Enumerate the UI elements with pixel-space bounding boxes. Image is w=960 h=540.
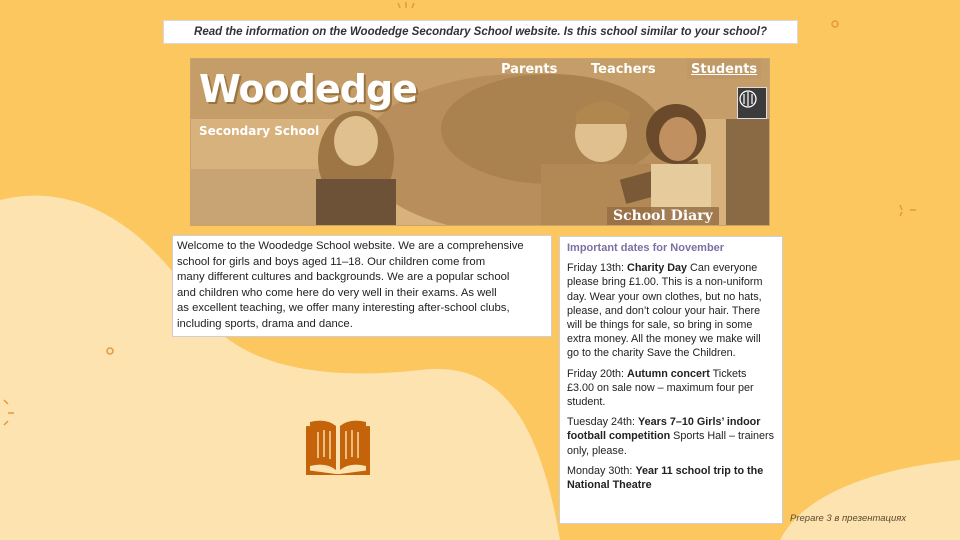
welcome-line: Welcome to the Woodedge School website. We are a comprehensive bbox=[177, 240, 524, 252]
important-dates-box bbox=[559, 236, 783, 524]
welcome-line: many different cultures and backgrounds. We are a popular school bbox=[177, 271, 510, 284]
nav-students[interactable]: Students bbox=[687, 59, 761, 79]
book-icon bbox=[258, 382, 413, 522]
school-logo[interactable]: Woodedge bbox=[199, 67, 417, 111]
dates-title: Important dates for November bbox=[567, 242, 725, 254]
date-item: Friday 13th: Charity Day Can everyone please bring £1.00. This is a non-uniform day. Wear your own clothes, but no hats, please, and don’t colour your hair. There will be things for sale, so bring in some extra money. All the money we make will go to the charity Save the Children. bbox=[567, 262, 763, 360]
school-logo-subtitle: Secondary School bbox=[199, 124, 320, 138]
instruction-text: Read the information on the Woodedge Secondary School website. Is this school similar to your school? bbox=[194, 26, 767, 38]
nav-teachers[interactable]: Teachers bbox=[591, 61, 656, 77]
school-diary-label[interactable]: School Diary bbox=[607, 207, 719, 225]
welcome-line: school for girls and boys aged 11–18. Our children come from bbox=[177, 255, 486, 268]
welcome-line: and children who come here do very well in their exams. As well bbox=[177, 286, 497, 299]
welcome-line: including sports, drama and dance. bbox=[177, 317, 353, 330]
welcome-line: as excellent teaching, we offer many interesting after-school clubs, bbox=[177, 302, 510, 315]
date-item: Tuesday 24th: Years 7–10 Girls’ indoor football competition Sports Hall – trainers only, please. bbox=[567, 416, 774, 457]
school-badge-icon bbox=[737, 87, 767, 119]
footer-note: Prepare 3 в презентациях bbox=[790, 513, 907, 524]
welcome-text-box bbox=[172, 235, 552, 337]
date-item: Monday 30th: Year 11 school trip to the National Theatre bbox=[567, 464, 764, 492]
nav-parents[interactable]: Parents bbox=[501, 61, 558, 77]
instruction-banner bbox=[163, 20, 798, 44]
date-item: Friday 20th: Autumn concert Tickets £3.00 on sale now – maximum four per student. bbox=[567, 367, 754, 409]
school-website-banner bbox=[190, 58, 770, 226]
